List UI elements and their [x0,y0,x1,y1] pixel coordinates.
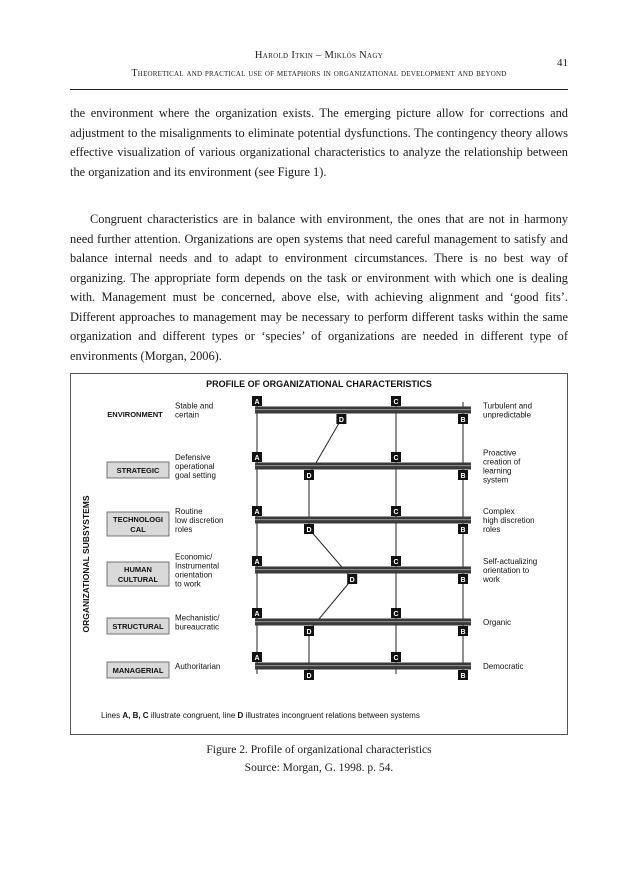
right-descriptor: Organic [483,618,512,627]
header-rule [70,89,568,90]
marker-a-letter: A [254,559,260,567]
left-descriptor: Economic/ [175,552,213,562]
subsystem-name: CAL [130,525,146,534]
marker-c-letter: C [393,455,399,463]
line-d [309,419,352,675]
marker-b-letter: B [460,527,466,535]
marker-d-letter: D [306,527,312,535]
marker-c-letter: C [393,559,399,567]
side-label-organizational-subsystems: ORGANIZATIONAL SUBSYSTEMS [81,495,91,633]
right-descriptor: Proactive [483,448,517,458]
right-descriptor: Democratic [483,662,524,671]
marker-d-letter: D [306,473,312,481]
marker-d-letter: D [338,417,344,425]
right-descriptor: Complex [483,507,515,516]
subsystem-name: ENVIRONMENT [107,410,163,419]
right-descriptor: work [483,575,500,584]
left-descriptor: Routine [175,507,203,516]
right-descriptor: creation of [483,457,521,467]
left-descriptor: Authoritarian [175,662,221,671]
left-descriptor: Instrumental [175,561,220,571]
right-descriptor: roles [483,525,501,534]
right-descriptor: system [483,475,509,485]
right-descriptor: Turbulent and [483,401,533,411]
subsystem-name: STRATEGIC [116,466,160,475]
right-descriptor: high discretion [483,516,535,525]
marker-b-letter: B [460,473,466,481]
marker-b-letter: B [460,577,466,585]
left-descriptor: goal setting [175,471,216,480]
profile-bar-highlight [255,409,471,410]
right-descriptor: orientation to [483,566,530,575]
left-descriptor: to work [175,579,201,589]
left-descriptor: bureaucratic [175,622,220,632]
marker-c-letter: C [393,655,399,663]
marker-d-letter: D [349,577,355,585]
subsystem-name: HUMAN [124,565,152,574]
profile-bar-highlight [255,621,471,622]
caption-title: Figure 2. Profile of organizational characteristics [206,744,432,756]
left-descriptor: roles [175,525,193,534]
page-number: 41 [557,57,568,69]
figure-title: PROFILE OF ORGANIZATIONAL CHARACTERISTICS [206,379,432,389]
profile-bar-highlight [255,519,471,520]
subsystem-name: TECHNOLOGI [113,515,163,524]
running-header-title: Theoretical and practical use of metaphors in organizational development and beyond [131,68,507,79]
marker-d-letter: D [306,629,312,637]
left-descriptor: certain [175,410,200,420]
left-descriptor: Defensive [175,453,211,462]
marker-d-letter: D [306,673,312,681]
marker-c-letter: C [393,611,399,619]
paragraph-2: Congruent characteristics are in balance with environment, the ones that are not in harmony need further attention. Organizations are open systems that need careful management to satisfy and balance internal needs and to adapt to environment circumstances. There is no best way of organizing. The appropriate form depends on the task or environment with which one is dealing with. Management must be concerned, above else, with achieving alignment and ‘good fits’. Different approaches to management may be necessary to perform different tasks within the same organization and different types or ‘species’ of organizations are needed in different type of environments (Morgan, 2006). [70,212,568,363]
profile-bar-highlight [255,665,471,666]
left-descriptor: low discretion [175,516,224,525]
marker-c-letter: C [393,509,399,517]
figure-footnote: Lines A, B, C illustrate congruent, line D illustrates incongruent relations between systems [101,711,420,720]
running-header-authors: Harold Itkin – Miklós Nagy [254,50,384,61]
figure-diagram [71,374,567,734]
paragraph-1: the environment where the organization exists. The emerging picture allow for corrections and adjustment to the misalignments to eliminate potential dysfunctions. The contingency theory allows effective visualization of various organizational characteristics to analyze the relationship between the organization and its environment (see Figure 1). [70,106,568,179]
marker-b-letter: B [460,417,466,425]
right-descriptor: learning [483,466,512,476]
marker-b-letter: B [460,673,466,681]
marker-c-letter: C [393,399,399,407]
left-descriptor: operational [175,462,215,471]
marker-a-letter: A [254,611,260,619]
left-descriptor: Stable and [175,401,214,411]
figure-profile [70,373,568,735]
marker-a-letter: A [254,399,260,407]
subsystem-name: MANAGERIAL [112,666,164,675]
right-descriptor: unpredictable [483,410,532,420]
profile-bar-highlight [255,569,471,570]
marker-a-letter: A [254,455,260,463]
right-descriptor: Self-actualizing [483,557,538,566]
left-descriptor: orientation [175,570,213,580]
left-descriptor: Mechanistic/ [175,613,220,623]
subsystem-name: STRUCTURAL [112,622,164,631]
figure-caption [70,741,568,777]
marker-a-letter: A [254,655,260,663]
profile-bar-highlight [255,465,471,466]
subsystem-name: CULTURAL [117,575,159,584]
marker-a-letter: A [254,509,260,517]
marker-b-letter: B [460,629,466,637]
caption-source: Source: Morgan, G. 1998. p. 54. [244,762,394,774]
